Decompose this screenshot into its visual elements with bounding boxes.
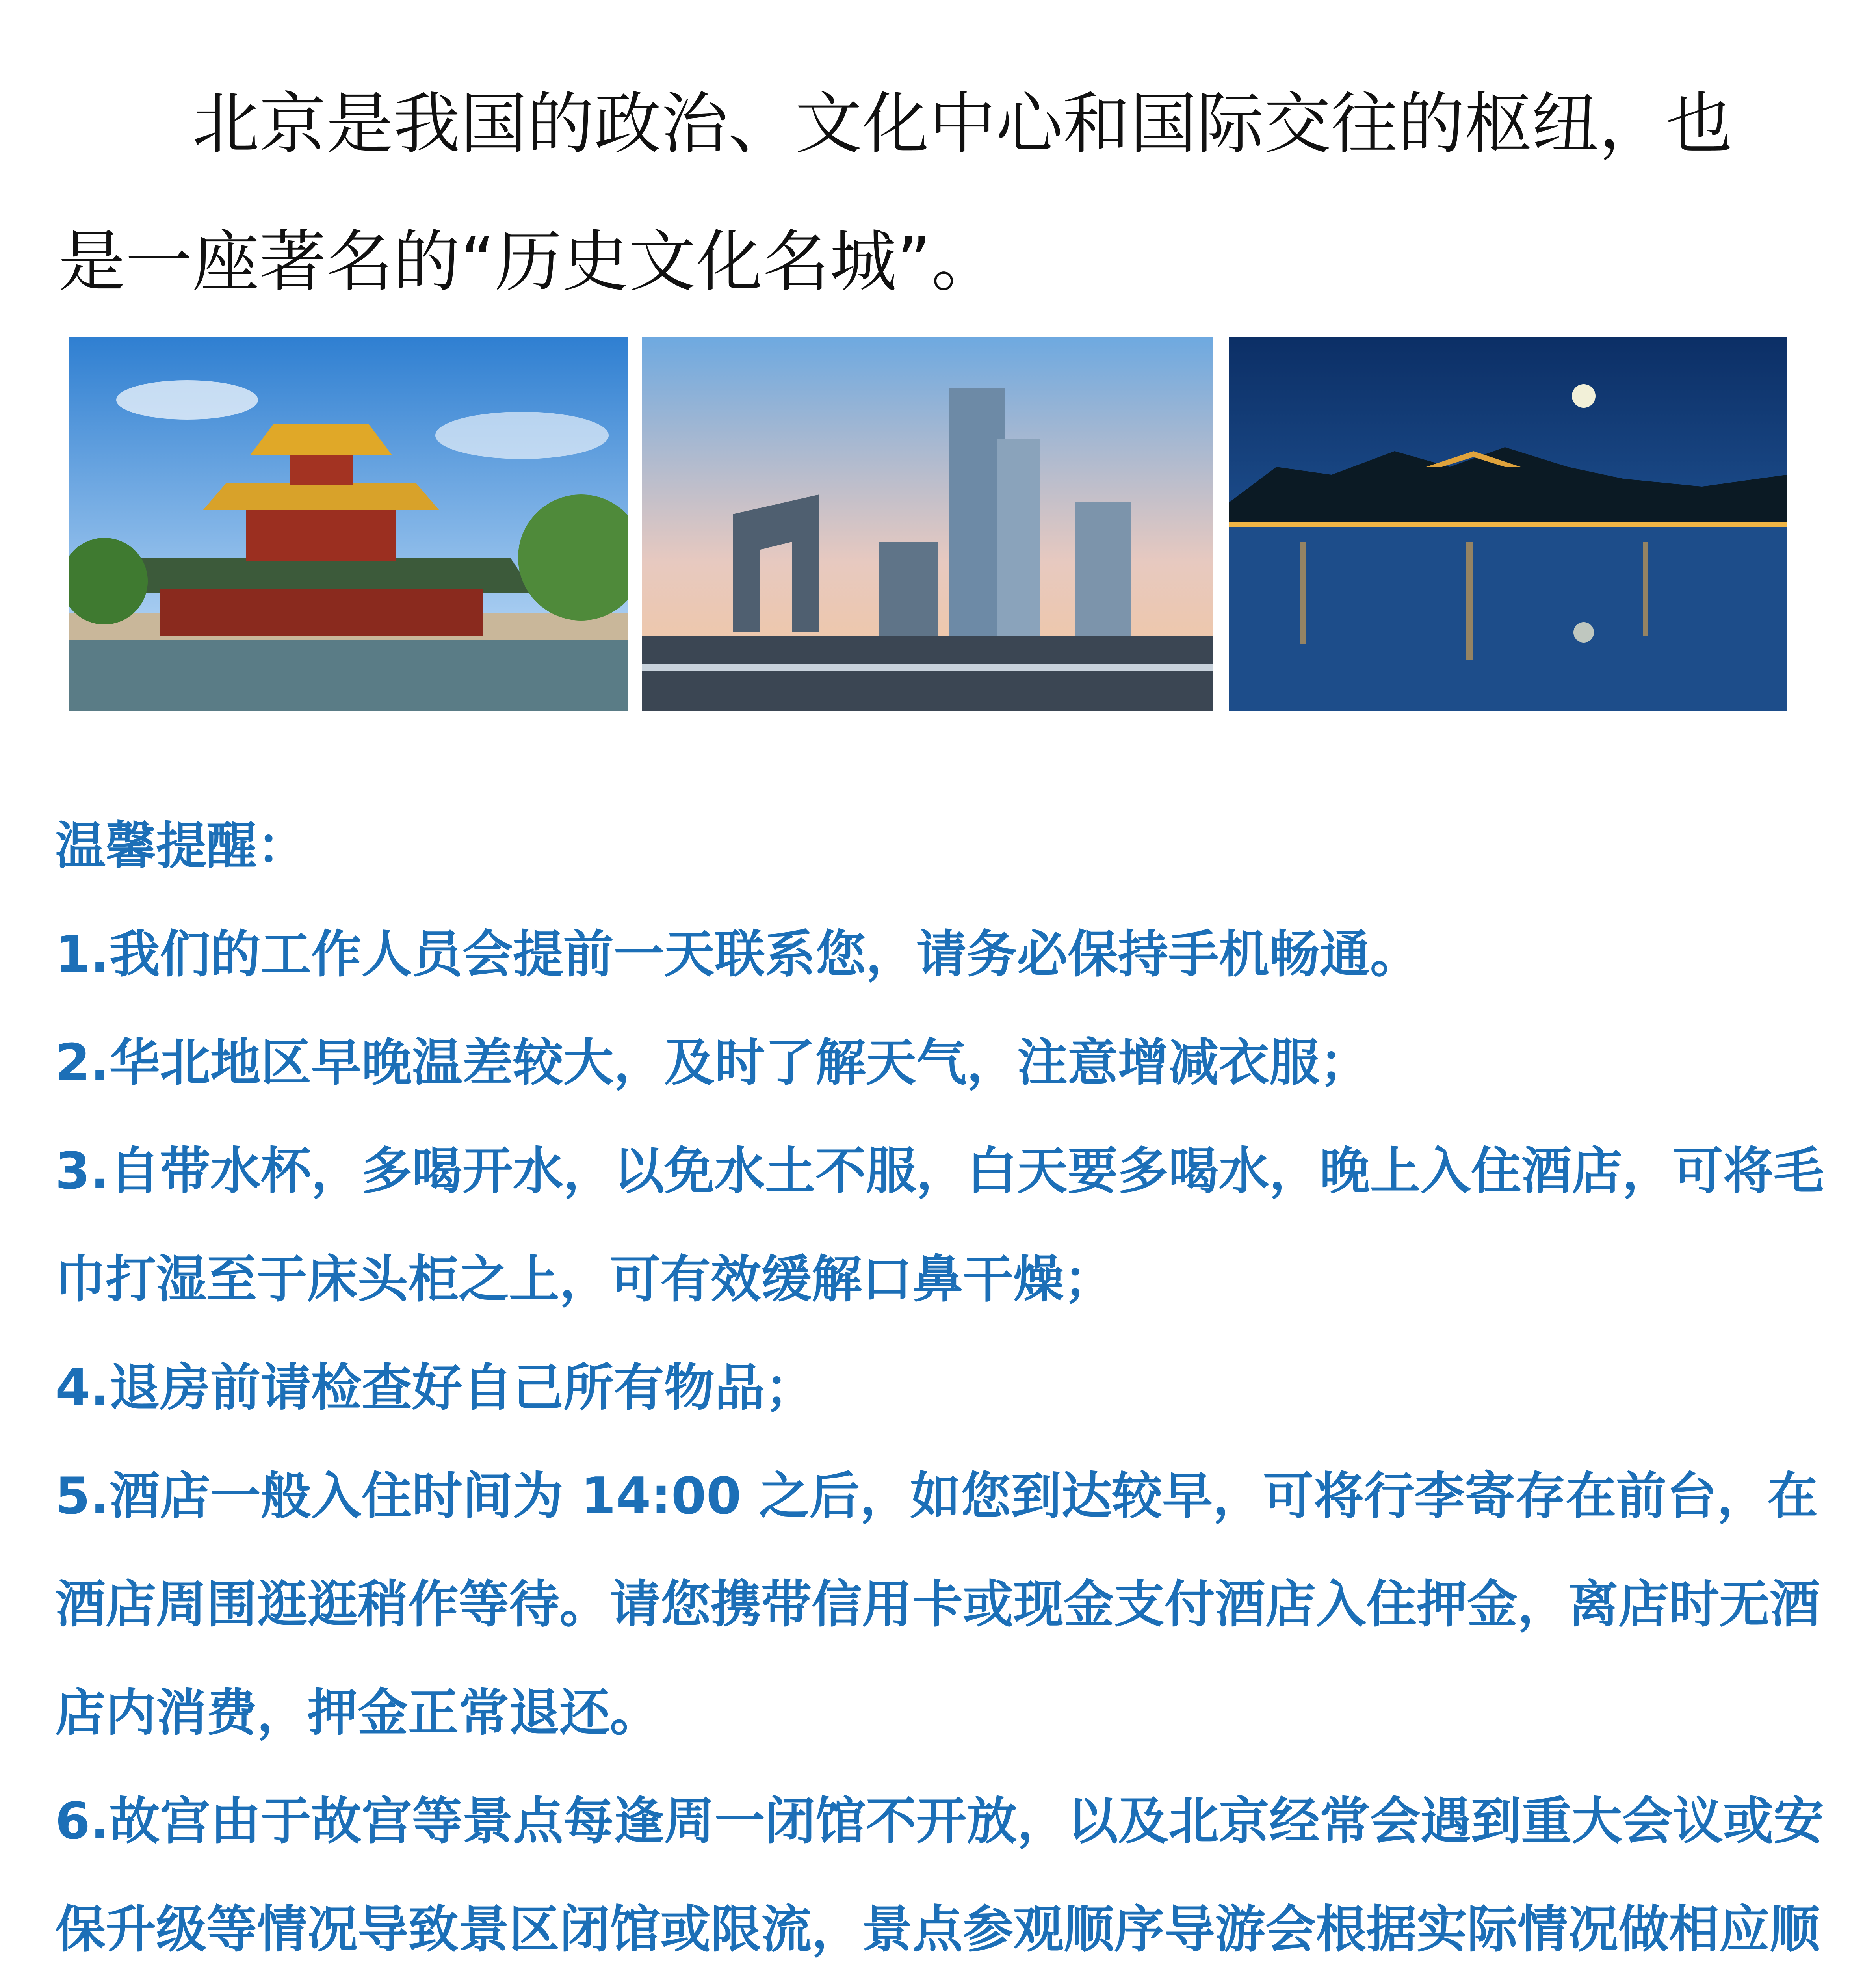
lake-night-photo bbox=[1229, 337, 1787, 711]
reminder-item-4: 4.退房前请检查好自己所有物品； bbox=[55, 1359, 815, 1417]
reminder-item-2: 2.华北地区早晚温差较大，及时了解天气，注意增减衣服； bbox=[55, 1033, 1370, 1092]
cbd-skyline-photo bbox=[642, 337, 1213, 711]
intro-line-1: 北京是我国的政治、文化中心和国际交往的枢纽，也 bbox=[192, 85, 1733, 163]
reminder-item-3: 3.自带水杯，多喝开水，以免水土不服，白天要多喝水，晚上入住酒店，可将毛巾打湿至于床头柜之上，可有效缓解口鼻干燥； bbox=[55, 1142, 1824, 1309]
reminder-item-6: 6.故宫由于故宫等景点每逢周一闭馆不开放，以及北京经常会遇到重大会议或安保升级等情况导致景区闭馆或限流，景点参观顺序导游会根据实际情况做相应顺 bbox=[55, 1792, 1824, 1959]
reminder-item-1: 1.我们的工作人员会提前一天联系您，请务必保持手机畅通。 bbox=[55, 925, 1421, 984]
reminder-item-5: 5.酒店一般入住时间为 14:00 之后，如您到达较早，可将行李寄存在前台，在酒店周围逛逛稍作等待。请您携带信用卡或现金支付酒店入住押金，离店时无酒店内消费，押金正常退还。 bbox=[55, 1467, 1820, 1742]
reminder-title: 温馨提醒： bbox=[55, 817, 308, 875]
photo-strip bbox=[69, 337, 1787, 711]
forbidden-city-photo bbox=[69, 337, 628, 711]
intro-paragraph bbox=[58, 55, 1831, 331]
intro-line-2: 是一座著名的“历史文化名城”。 bbox=[58, 223, 999, 301]
warm-reminder bbox=[55, 792, 1836, 1970]
